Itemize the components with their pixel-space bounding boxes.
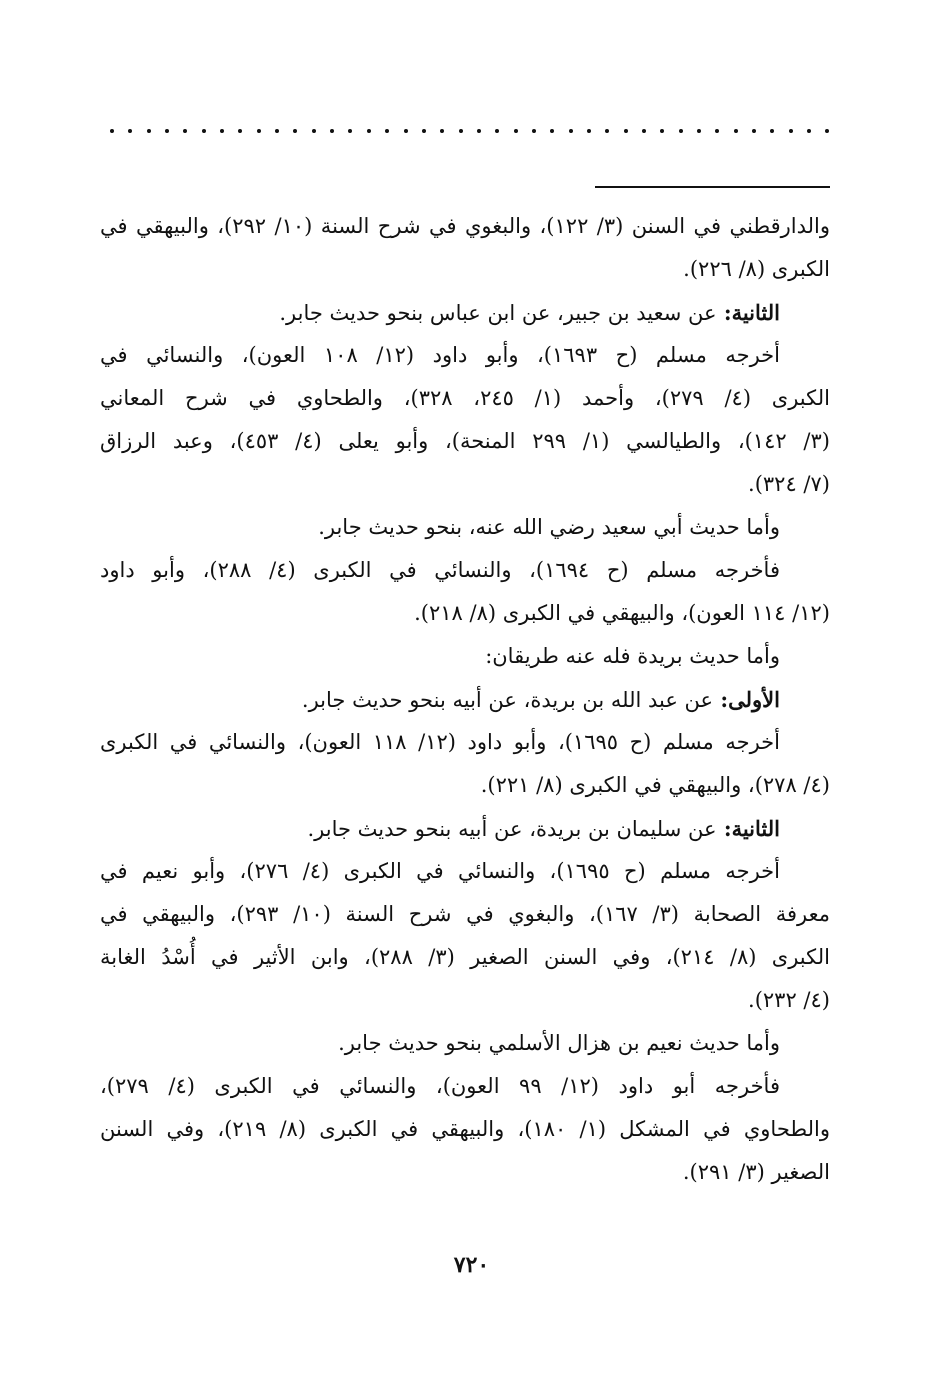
text-line [100, 764, 830, 807]
separator-dot [624, 129, 628, 133]
line-text: (٣/ ١٤٢)، والطيالسي (١/ ٢٩٩ المنحة)، وأبو يعلى (٤/ ٤٥٣)، وعبد الرزاق [100, 429, 830, 453]
line-text: (١٢/ ١١٤ العون)، والبيهقي في الكبرى (٨/ ٢١٨). [414, 601, 830, 625]
footnote-text [100, 205, 830, 1194]
separator-dot [734, 129, 738, 133]
line-text: الصغير (٣/ ٢٩١). [682, 1160, 830, 1184]
text-line [100, 721, 830, 764]
line-text: أخرجه مسلم (ح ١٦٩٥)، والنسائي في الكبرى (٤/ ٢٧٦)، وأبو نعيم في [100, 859, 780, 883]
line-text: فأخرجه مسلم (ح ١٦٩٤)، والنسائي في الكبرى (٤/ ٢٨٨)، وأبو داود [100, 558, 780, 582]
separator-dot [202, 129, 206, 133]
line-text: وأما حديث بريدة فله عنه طريقان: [485, 644, 780, 668]
separator-dot [789, 129, 793, 133]
line-text: الكبرى (٨/ ٢١٤)، وفي السنن الصغير (٣/ ٢٨٨)، وابن الأثير في أُسْدُ الغابة [100, 945, 830, 969]
text-line [100, 807, 830, 850]
line-text: عن سعيد بن جبير، عن ابن عباس بنحو حديث جابر. [279, 301, 717, 325]
separator-dot [477, 129, 481, 133]
page-number: ٧٢٠ [453, 1252, 490, 1278]
separator-dot [330, 129, 334, 133]
line-text: معرفة الصحابة (٣/ ١٦٧)، والبغوي في شرح السنة (١٠/ ٢٩٣)، والبيهقي في [100, 902, 830, 926]
text-line [100, 979, 830, 1022]
separator-dot [275, 129, 279, 133]
separator-dot [697, 129, 701, 133]
separator-dot [587, 129, 591, 133]
separator-dot [147, 129, 151, 133]
line-text: الكبرى (٨/ ٢٢٦). [683, 257, 830, 281]
line-text: والدارقطني في السنن (٣/ ١٢٢)، والبغوي في شرح السنة (١٠/ ٢٩٢)، والبيهقي في [100, 214, 830, 238]
separator-dot [257, 129, 261, 133]
text-line [100, 506, 830, 549]
separator-dot [660, 129, 664, 133]
separator-dot [422, 129, 426, 133]
line-text: الكبرى (٤/ ٢٧٩)، وأحمد (١/ ٢٤٥، ٣٢٨)، والطحاوي في شرح المعاني [100, 386, 830, 410]
text-line [100, 205, 830, 248]
separator-dot [679, 129, 683, 133]
bold-lead: الثانية: [716, 300, 780, 325]
separator-dot [404, 129, 408, 133]
dotted-separator [110, 116, 830, 146]
line-text: عن عبد الله بن بريدة، عن أبيه بنحو حديث جابر. [301, 688, 714, 712]
line-text: أخرجه مسلم (ح ١٦٩٥)، وأبو داود (١٢/ ١١٨ العون)، والنسائي في الكبرى [100, 730, 780, 754]
text-line [100, 678, 830, 721]
line-text: (٤/ ٢٣٢). [748, 988, 830, 1012]
separator-dot [385, 129, 389, 133]
separator-dot [825, 129, 829, 133]
line-text: وأما حديث نعيم بن هزال الأسلمي بنحو حديث جابر. [338, 1031, 780, 1055]
text-line [100, 1022, 830, 1065]
text-line [100, 592, 830, 635]
separator-dot [569, 129, 573, 133]
text-line [100, 334, 830, 377]
text-line [100, 936, 830, 979]
line-text: فأخرجه أبو داود (١٢/ ٩٩ العون)، والنسائي في الكبرى (٤/ ٢٧٩)، [100, 1074, 780, 1098]
separator-dot [532, 129, 536, 133]
separator-dot [459, 129, 463, 133]
separator-dot [550, 129, 554, 133]
separator-dot [440, 129, 444, 133]
text-line [100, 850, 830, 893]
separator-dot [514, 129, 518, 133]
line-text: عن سليمان بن بريدة، عن أبيه بنحو حديث جابر. [307, 817, 717, 841]
text-line [100, 463, 830, 506]
separator-dot [220, 129, 224, 133]
separator-dot [770, 129, 774, 133]
text-line [100, 549, 830, 592]
separator-dot [715, 129, 719, 133]
separator-dot [183, 129, 187, 133]
separator-dot [807, 129, 811, 133]
text-line [100, 248, 830, 291]
bold-lead: الأولى: [713, 687, 780, 712]
line-text: وأما حديث أبي سعيد رضي الله عنه، بنحو حديث جابر. [318, 515, 780, 539]
text-line [100, 893, 830, 936]
separator-dot [312, 129, 316, 133]
text-line [100, 420, 830, 463]
text-line [100, 1108, 830, 1151]
separator-dot [605, 129, 609, 133]
separator-dot [238, 129, 242, 133]
separator-dot [293, 129, 297, 133]
text-line [100, 291, 830, 334]
footnote-rule [595, 186, 830, 188]
text-line [100, 1151, 830, 1194]
separator-dot [110, 129, 114, 133]
bold-lead: الثانية: [716, 816, 780, 841]
separator-dot [348, 129, 352, 133]
text-line [100, 1065, 830, 1108]
separator-dot [128, 129, 132, 133]
line-text: (٤/ ٢٧٨)، والبيهقي في الكبرى (٨/ ٢٢١). [480, 773, 830, 797]
line-text: أخرجه مسلم (ح ١٦٩٣)، وأبو داود (١٢/ ١٠٨ العون)، والنسائي في [100, 343, 780, 367]
separator-dot [495, 129, 499, 133]
separator-dot [367, 129, 371, 133]
separator-dot [165, 129, 169, 133]
text-line [100, 377, 830, 420]
text-line [100, 635, 830, 678]
separator-dot [752, 129, 756, 133]
line-text: (٧/ ٣٢٤). [748, 472, 830, 496]
separator-dot [642, 129, 646, 133]
line-text: والطحاوي في المشكل (١/ ١٨٠)، والبيهقي في الكبرى (٨/ ٢١٩)، وفي السنن [100, 1117, 830, 1141]
